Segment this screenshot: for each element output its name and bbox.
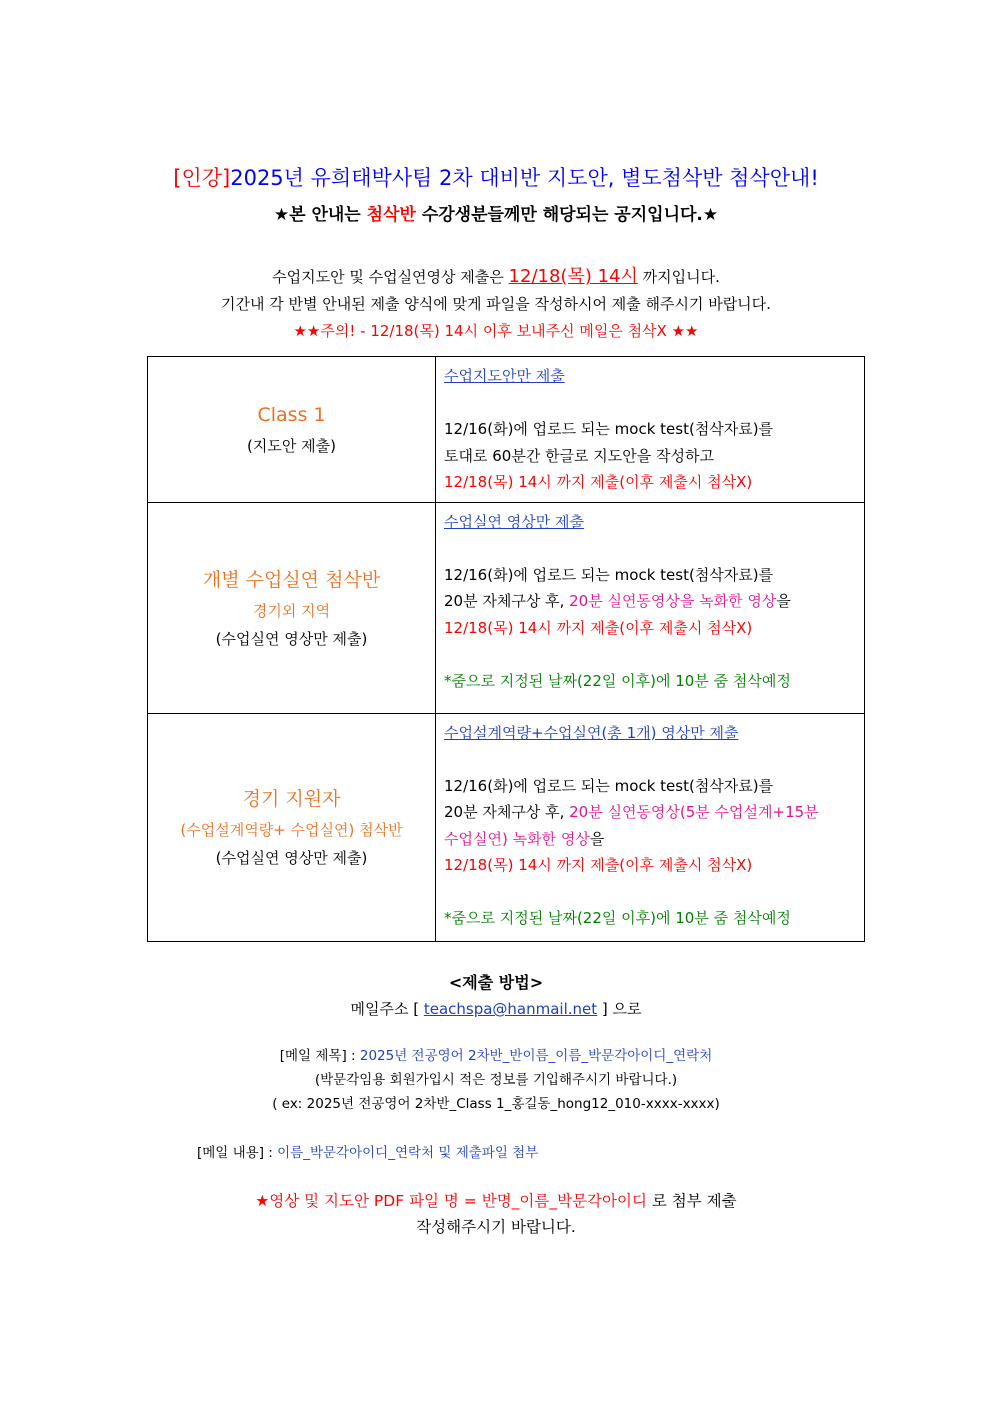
detail-zoom: *줌으로 지정된 날짜(22일 이후)에 10분 줌 첨삭예정 [444,671,791,690]
intro-line-1-pre: 수업지도안 및 수업실연영상 제출은 [272,268,509,286]
class-sub: (수업실연 영상만 제출) [215,629,368,648]
mail-title-section [0,1044,992,1116]
mail-title-line [0,1044,992,1068]
mail-title-note: (박문각임용 회원가입시 적은 정보를 기입해주시기 바랍니다.) [314,1072,678,1088]
title-prefix: [인강] [173,166,231,190]
detail-highlight: 20분 실연동영상을 녹화한 영상 [569,592,777,610]
spacer [444,535,858,562]
spacer [444,390,858,417]
class-sub: 경기외 지역 [252,601,331,620]
detail-heading: 수업설계역량+수업실연(총 1개) 영상만 제출 [444,723,739,742]
detail-text: 을 [589,829,605,848]
mail-title-example: ( ex: 2025년 전공영어 2차반_Class 1_홍길동_hong12_010-xxxx-xxxx) [272,1096,720,1112]
class-table [147,356,865,942]
detail-line: 12/16(화)에 업로드 되는 mock test(첨삭자료)를 [444,565,774,584]
detail-line [444,588,858,615]
method-heading: <제출 방법> [448,973,544,992]
table-row [148,357,865,503]
footer-text: 로 첨부 제출 [646,1192,737,1210]
intro-line-1-post: 까지입니다. [637,268,720,286]
detail-line: 토대로 60분간 한글로 지도안을 작성하고 [444,446,715,465]
footer-highlight: ★영상 및 지도안 PDF 파일 명 = 반명_이름_박문각아이디 [255,1192,647,1210]
class-sub: (수업설계역량+ 수업실연) 첨삭반 [180,821,403,839]
detail-highlight: 20분 실연동영상(5분 수업설계+15분 [569,803,819,821]
detail-deadline: 12/18(목) 14시 까지 제출(이후 제출시 첨삭X) [444,618,753,637]
subtitle-highlight: 첨삭반 [366,205,416,225]
notice-subtitle [0,202,992,228]
intro-deadline: 12/18(목) 14시 [508,266,638,287]
notice-title [0,163,992,193]
detail-text: 을 [776,592,791,610]
detail-heading: 수업실연 영상만 제출 [444,512,584,531]
mail-body-value: 이름_박문각아이디_연락처 및 제출파일 첨부 [277,1145,539,1161]
detail-heading: 수업지도안만 제출 [444,367,565,385]
mail-body-label: [메일 내용] : [197,1145,278,1161]
class-cell [148,357,436,503]
intro-warning: ★★주의! - 12/18(목) 14시 이후 보내주신 메일은 첨삭X ★★ [293,322,699,340]
spacer [444,746,858,773]
footer-note [0,1188,992,1240]
detail-deadline: 12/18(목) 14시 까지 제출(이후 제출시 첨삭X) [444,473,753,491]
address-pre: 메일주소 [ [350,1000,424,1018]
class-sub: (지도안 제출) [247,437,336,456]
mail-title-value: 2025년 전공영어 2차반_반이름_이름_박문각아이디_연락처 [359,1048,713,1064]
intro-section [0,263,992,345]
detail-text: 20분 자체구상 후, [444,803,570,821]
detail-line: 12/16(화)에 업로드 되는 mock test(첨삭자료)를 [444,420,774,438]
detail-line [444,799,858,826]
address-post: ] 으로 [597,1000,642,1018]
detail-line: 12/16(화)에 업로드 되는 mock test(첨삭자료)를 [444,776,774,795]
class-cell [148,502,436,713]
subtitle-pre: ★본 안내는 [273,205,367,225]
mail-body-line [197,1141,538,1165]
class-name: 개별 수업실연 첨삭반 [202,568,381,591]
detail-deadline: 12/18(목) 14시 까지 제출(이후 제출시 첨삭X) [444,856,753,874]
email-address-line [0,996,992,1022]
detail-line [444,826,858,853]
class-cell [148,713,436,941]
footer-line-1 [0,1188,992,1214]
email-link[interactable]: teachspa@hanmail.net [423,1000,598,1018]
class-detail [436,713,865,941]
detail-zoom: *줌으로 지정된 날짜(22일 이후)에 10분 줌 첨삭예정 [444,909,791,927]
detail-highlight: 수업실연) 녹화한 영상 [444,829,590,848]
intro-line-2: 기간내 각 반별 안내된 제출 양식에 맞게 파일을 작성하시어 제출 해주시기 바랍니다. [221,295,771,313]
detail-text: 20분 자체구상 후, [444,592,570,610]
footer-line-2: 작성해주시기 바랍니다. [416,1218,576,1236]
subtitle-post: 수강생분들께만 해당되는 공지입니다.★ [415,205,719,225]
class-sub: (수업실연 영상만 제출) [215,849,368,867]
class-name: Class 1 [257,404,326,427]
table-row [148,502,865,713]
class-detail [436,502,865,713]
class-detail [436,357,865,503]
table-row [148,713,865,941]
submission-method [0,970,992,1022]
class-name: 경기 지원자 [242,788,341,810]
spacer [444,879,858,906]
spacer [444,641,858,668]
mail-title-label: [메일 제목] : [279,1048,360,1064]
intro-line-1 [0,263,992,291]
title-main: 2025년 유희태박사팀 2차 대비반 지도안, 별도첨삭반 첨삭안내! [230,166,819,190]
